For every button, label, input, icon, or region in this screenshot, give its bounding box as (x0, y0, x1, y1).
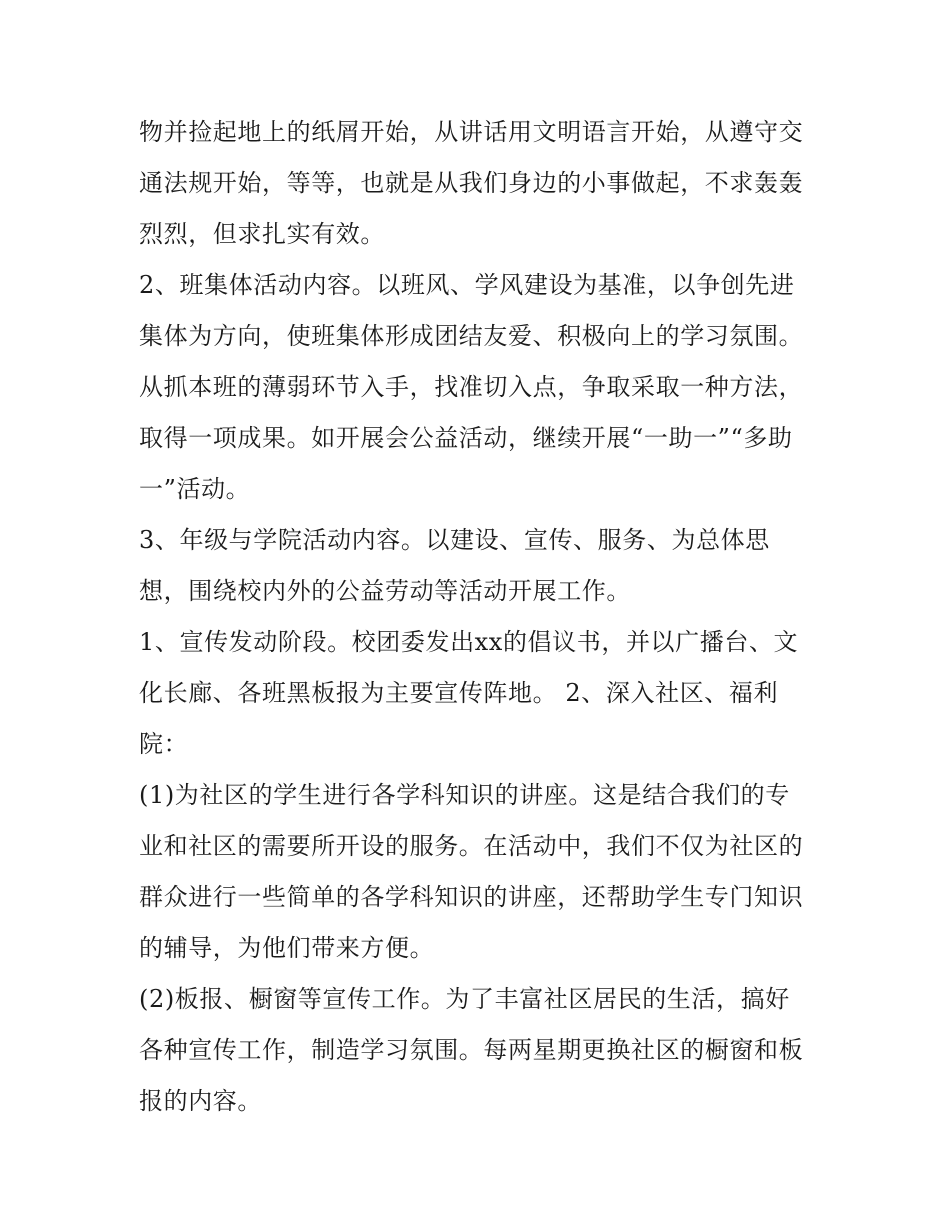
text-line-19: 各种宣传工作，制造学习氛围。每两星期更换社区的橱窗和板 (139, 1036, 804, 1064)
text-line-6: 从抓本班的薄弱环节入手，找准切入点，争取采取一种方法， (139, 373, 804, 401)
text-line-5: 集体为方向，使班集体形成团结友爱、积极向上的学习氛围。 (139, 322, 804, 350)
text-line-11: 1、宣传发动阶段。校团委发出xx的倡议书，并以广播台、文 (139, 628, 799, 656)
text-line-1: 物并捡起地上的纸屑开始，从讲话用文明语言开始，从遵守交 (139, 118, 804, 146)
text-line-13: 院： (139, 730, 189, 758)
text-line-14: (1)为社区的学生进行各学科知识的讲座。这是结合我们的专 (139, 781, 790, 809)
text-line-12: 化长廊、各班黑板报为主要宣传阵地。 2、深入社区、福利 (139, 679, 779, 707)
text-line-16: 群众进行一些简单的各学科知识的讲座，还帮助学生专门知识 (139, 883, 804, 911)
text-line-8: 一”活动。 (139, 475, 251, 503)
text-line-20: 报的内容。 (139, 1087, 262, 1115)
text-line-7: 取得一项成果。如开展会公益活动，继续开展“一助一”“多助 (139, 424, 793, 452)
text-line-17: 的辅导，为他们带来方便。 (139, 934, 435, 962)
text-line-2: 通法规开始，等等，也就是从我们身边的小事做起，不求轰轰 (139, 169, 804, 197)
text-line-4: 2、班集体活动内容。以班风、学风建设为基准，以争创先进 (139, 271, 795, 299)
document-body (139, 107, 819, 1127)
text-line-18: (2)板报、橱窗等宣传工作。为了丰富社区居民的生活，搞好 (139, 985, 790, 1013)
text-line-9: 3、年级与学院活动内容。以建设、宣传、服务、为总体思 (139, 526, 770, 554)
text-line-10: 想，围绕校内外的公益劳动等活动开展工作。 (139, 577, 631, 605)
text-line-15: 业和社区的需要所开设的服务。在活动中，我们不仅为社区的 (139, 832, 804, 860)
text-line-3: 烈烈，但求扎实有效。 (139, 220, 385, 248)
